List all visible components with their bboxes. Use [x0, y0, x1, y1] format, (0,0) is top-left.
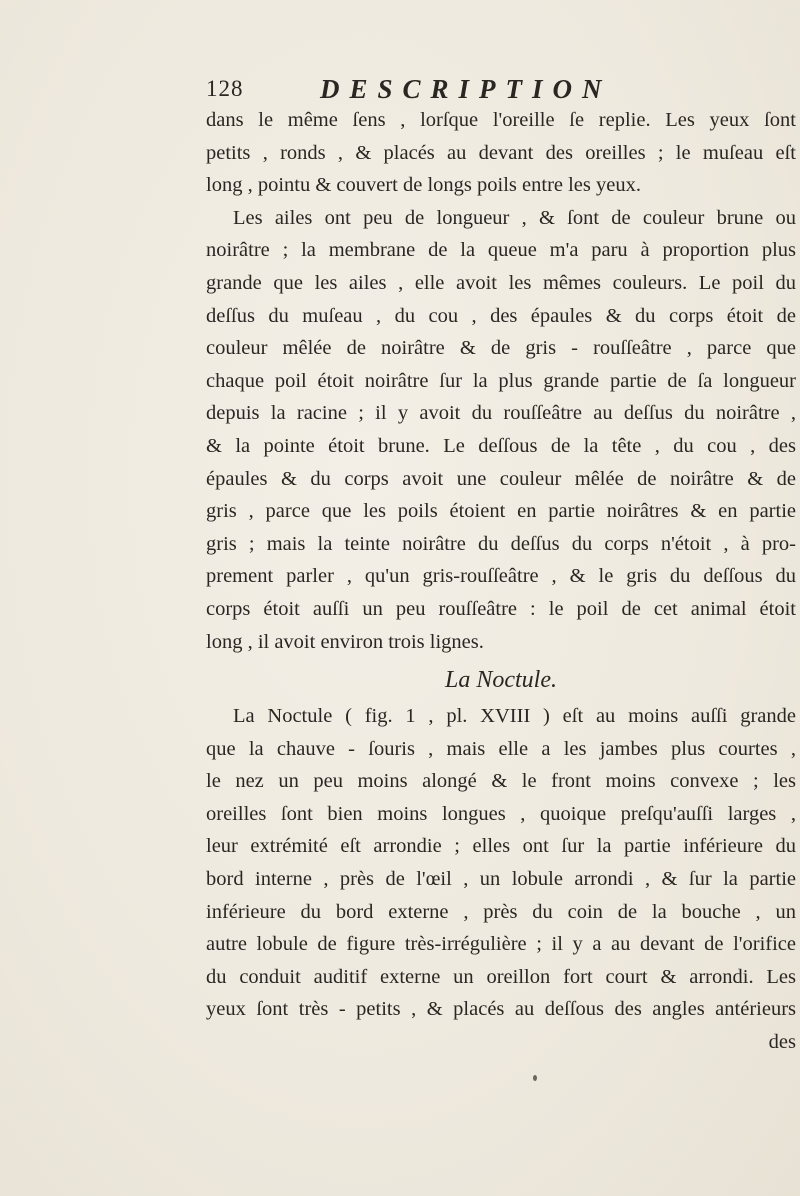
text-line: grande que les ailes , elle avoit les mêmes couleurs. Le poil du [206, 271, 796, 294]
text-line: gris ; mais la teinte noirâtre du deſſus du corps n'étoit , à pro- [206, 532, 796, 555]
text-line: dans le même ſens , lorſque l'oreille ſe replie. Les yeux ſont [206, 109, 796, 131]
text-line: Les ailes ont peu de longueur , & ſont de couleur brune ou [233, 206, 796, 229]
text-line: yeux ſont très - petits , & placés au deſſous des angles antérieurs [206, 998, 796, 1021]
section-title: La Noctule. [445, 667, 557, 694]
ink-speck [533, 1075, 537, 1081]
text-line: du conduit auditif externe un oreillon fort court & arrondi. Les [206, 965, 796, 988]
catchword: des [768, 1031, 796, 1054]
text-line: bord interne , près de l'œil , un lobule arrondi , & ſur la partie [206, 868, 796, 891]
text-line: chaque poil étoit noirâtre ſur la plus grande partie de ſa longueur [206, 369, 796, 392]
text-line: le nez un peu moins alongé & le front moins convexe ; les [206, 770, 796, 793]
text-line: prement parler , qu'un gris-rouſſeâtre , & le gris du deſſous du [206, 565, 796, 588]
text-line: inférieure du bord externe , près du coin de la bouche , un [206, 900, 796, 923]
running-title: DESCRIPTION [320, 74, 612, 104]
text-line: gris , parce que les poils étoient en partie noirâtres & en partie [206, 500, 796, 523]
text-line: depuis la racine ; il y avoit du rouſſeâtre au deſſus du noirâtre , [206, 402, 796, 425]
text-line: & la pointe étoit brune. Le deſſous de la tête , du cou , des [206, 434, 796, 457]
text-line: long , il avoit environ trois lignes. [206, 630, 484, 653]
text-line: couleur mêlée de noirâtre & de gris - rouſſeâtre , parce que [206, 337, 796, 360]
text-line: que la chauve - ſouris , mais elle a les jambes plus courtes , [206, 737, 796, 760]
text-line: corps étoit auſſi un peu rouſſeâtre : le poil de cet animal étoit [206, 597, 796, 620]
text-line: petits , ronds , & placés au devant des oreilles ; le muſeau eſt [206, 141, 796, 164]
text-line: épaules & du corps avoit une couleur mêlée de noirâtre & de [206, 467, 796, 490]
text-line: noirâtre ; la membrane de la queue m'a paru à proportion plus [206, 239, 796, 262]
body-text [206, 104, 796, 1059]
text-line: oreilles ſont bien moins longues , quoique preſqu'auſſi larges , [206, 802, 796, 825]
text-line: La Noctule ( fig. 1 , pl. XVIII ) eſt au moins auſſi grande [233, 705, 796, 728]
text-line: autre lobule de figure très-irrégulière ; il y a au devant de l'orifice [206, 933, 796, 956]
text-line: long , pointu & couvert de longs poils entre les yeux. [206, 174, 641, 197]
text-line: leur extrémité eſt arrondie ; elles ont ſur la partie inférieure du [206, 835, 796, 858]
text-line: deſſus du muſeau , du cou , des épaules & du corps étoit de [206, 304, 796, 327]
page-number: 128 [206, 76, 244, 101]
